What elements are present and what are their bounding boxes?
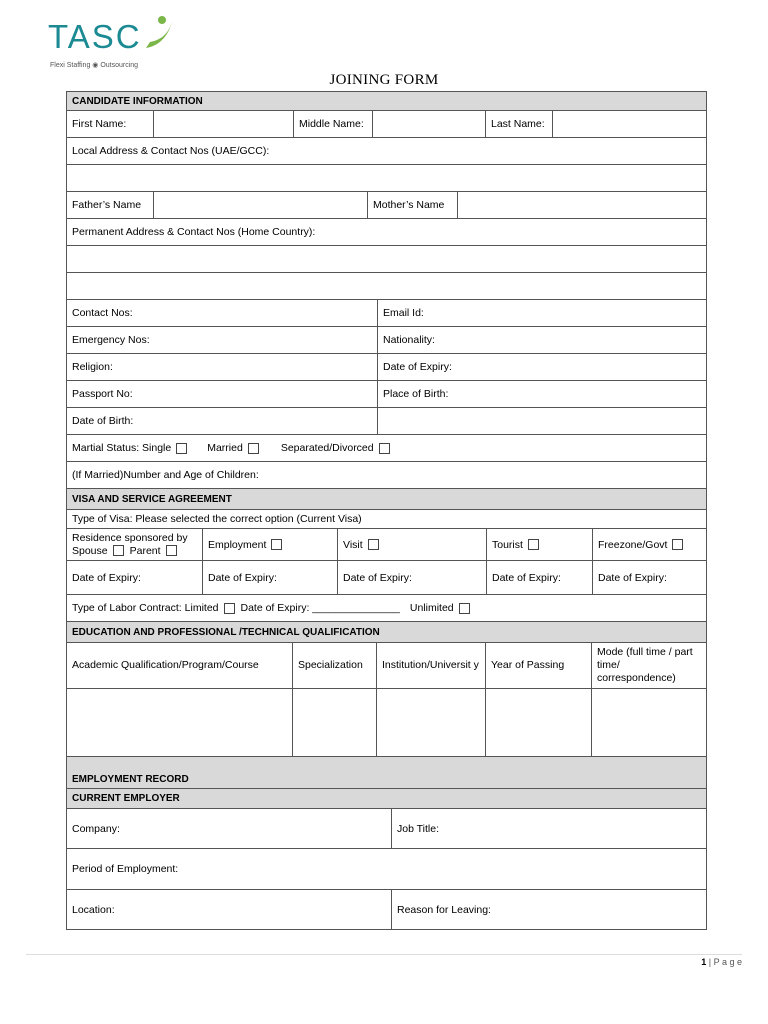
year-field[interactable] bbox=[486, 689, 592, 756]
section-header-current-employer: CURRENT EMPLOYER bbox=[66, 789, 707, 809]
education-entry-row bbox=[66, 689, 707, 757]
father-name-field[interactable] bbox=[154, 192, 368, 218]
local-address-field[interactable] bbox=[66, 165, 707, 192]
specialization-field[interactable] bbox=[293, 689, 377, 756]
permanent-address-row bbox=[66, 219, 707, 246]
section-header-education: EDUCATION AND PROFESSIONAL /TECHNICAL QUALIFICATION bbox=[66, 622, 707, 643]
joining-form-table bbox=[66, 91, 707, 930]
visit-expiry-field[interactable]: Date of Expiry: bbox=[338, 561, 487, 594]
religion-row bbox=[66, 354, 707, 381]
permanent-address-label: Permanent Address & Contact Nos (Home Country): bbox=[72, 226, 316, 238]
last-name-field[interactable] bbox=[553, 111, 706, 137]
visit-option: Visit bbox=[338, 529, 487, 560]
page-number: 1 | P a g e bbox=[701, 957, 742, 967]
middle-name-field[interactable] bbox=[373, 111, 486, 137]
visa-expiry-row bbox=[66, 561, 707, 595]
unlimited-label: Unlimited bbox=[409, 602, 454, 614]
residence-label: Residence sponsored by bbox=[72, 531, 188, 544]
limited-checkbox[interactable] bbox=[224, 603, 235, 614]
parent-checkbox[interactable] bbox=[166, 545, 177, 556]
passport-row bbox=[66, 381, 707, 408]
labor-expiry-label: Date of Expiry: _______________ bbox=[240, 602, 400, 614]
marital-status-label: Martial Status: Single bbox=[72, 442, 172, 454]
nationality-field[interactable]: Nationality: bbox=[383, 334, 435, 346]
education-header-row bbox=[66, 643, 707, 689]
children-field[interactable]: (If Married)Number and Age of Children: bbox=[72, 469, 259, 481]
col-specialization: Specialization bbox=[293, 643, 377, 688]
employment-expiry-field[interactable]: Date of Expiry: bbox=[203, 561, 338, 594]
empty-field[interactable] bbox=[378, 408, 706, 434]
passport-no-field[interactable]: Passport No: bbox=[67, 381, 378, 407]
labor-contract-row bbox=[66, 595, 707, 622]
location-row bbox=[66, 890, 707, 930]
separated-checkbox[interactable] bbox=[379, 443, 390, 454]
section-header-candidate: CANDIDATE INFORMATION bbox=[66, 91, 707, 111]
period-row bbox=[66, 849, 707, 890]
labor-contract-label: Type of Labor Contract: Limited bbox=[72, 602, 219, 614]
spouse-checkbox[interactable] bbox=[113, 545, 124, 556]
parent-label: Parent bbox=[129, 544, 161, 557]
logo-wordmark: TASC bbox=[48, 18, 142, 55]
first-name-field[interactable] bbox=[154, 111, 294, 137]
married-checkbox[interactable] bbox=[248, 443, 259, 454]
father-name-label: Father’s Name bbox=[67, 192, 154, 218]
logo-tagline: Flexi Staffing ◉ Outsourcing bbox=[50, 62, 139, 69]
permanent-address-field-1[interactable] bbox=[66, 246, 707, 273]
mode-field[interactable] bbox=[592, 689, 706, 756]
col-qualification: Academic Qualification/Program/Course bbox=[67, 643, 293, 688]
residence-expiry-field[interactable]: Date of Expiry: bbox=[67, 561, 203, 594]
visit-checkbox[interactable] bbox=[368, 539, 379, 550]
dob-field[interactable]: Date of Birth: bbox=[67, 408, 378, 434]
mother-name-field[interactable] bbox=[458, 192, 706, 218]
logo-figure-icon bbox=[140, 14, 180, 54]
place-of-birth-field[interactable]: Place of Birth: bbox=[383, 388, 449, 400]
period-field[interactable]: Period of Employment: bbox=[72, 863, 179, 875]
form-title: JOINING FORM bbox=[329, 72, 439, 88]
employment-option: Employment bbox=[203, 529, 338, 560]
freezone-checkbox[interactable] bbox=[672, 539, 683, 550]
section-header-visa: VISA AND SERVICE AGREEMENT bbox=[66, 489, 707, 510]
col-institution: Institution/Universit y bbox=[377, 643, 486, 688]
reason-field[interactable]: Reason for Leaving: bbox=[397, 903, 491, 916]
email-field[interactable]: Email Id: bbox=[383, 307, 424, 319]
institution-field[interactable] bbox=[377, 689, 486, 756]
visa-type-row bbox=[66, 510, 707, 529]
middle-name-label: Middle Name: bbox=[294, 111, 373, 137]
contact-row bbox=[66, 300, 707, 327]
children-row bbox=[66, 462, 707, 489]
freezone-expiry-field[interactable]: Date of Expiry: bbox=[598, 571, 667, 584]
employment-checkbox[interactable] bbox=[271, 539, 282, 550]
footer-divider bbox=[26, 954, 742, 955]
single-checkbox[interactable] bbox=[176, 443, 187, 454]
tourist-option: Tourist bbox=[487, 529, 593, 560]
separated-label: Separated/Divorced bbox=[280, 442, 374, 454]
permanent-address-field-2[interactable] bbox=[66, 273, 707, 300]
col-mode: Mode (full time / part time/ correspondence) bbox=[597, 646, 693, 684]
tourist-checkbox[interactable] bbox=[528, 539, 539, 550]
freezone-option: Freezone/Govt bbox=[593, 529, 706, 560]
col-year: Year of Passing bbox=[486, 643, 592, 688]
unlimited-checkbox[interactable] bbox=[459, 603, 470, 614]
last-name-label: Last Name: bbox=[486, 111, 553, 137]
local-address-label: Local Address & Contact Nos (UAE/GCC): bbox=[72, 145, 270, 157]
contact-nos-field[interactable]: Contact Nos: bbox=[67, 300, 378, 326]
passport-expiry-field[interactable]: Date of Expiry: bbox=[383, 361, 452, 373]
section-header-employment: EMPLOYMENT RECORD bbox=[66, 757, 707, 789]
company-field[interactable]: Company: bbox=[67, 809, 392, 848]
emergency-nos-field[interactable]: Emergency Nos: bbox=[67, 327, 378, 353]
location-field[interactable]: Location: bbox=[67, 890, 392, 929]
name-row bbox=[66, 111, 707, 138]
spouse-label: Spouse bbox=[72, 544, 108, 557]
mother-name-label: Mother’s Name bbox=[368, 192, 458, 218]
company-logo bbox=[48, 14, 178, 74]
married-label: Married bbox=[207, 442, 243, 454]
tourist-expiry-field[interactable]: Date of Expiry: bbox=[487, 561, 593, 594]
emergency-row bbox=[66, 327, 707, 354]
local-address-row bbox=[66, 138, 707, 165]
dob-row bbox=[66, 408, 707, 435]
company-row bbox=[66, 809, 707, 849]
first-name-label: First Name: bbox=[67, 111, 154, 137]
residence-option bbox=[67, 529, 203, 560]
religion-field[interactable]: Religion: bbox=[67, 354, 378, 380]
marital-status-row bbox=[66, 435, 707, 462]
visa-options-row bbox=[66, 529, 707, 561]
qualification-field[interactable] bbox=[67, 689, 293, 756]
parents-row bbox=[66, 192, 707, 219]
visa-type-label: Type of Visa: Please selected the correct option (Current Visa) bbox=[72, 513, 362, 525]
job-title-field[interactable]: Job Title: bbox=[397, 822, 440, 835]
